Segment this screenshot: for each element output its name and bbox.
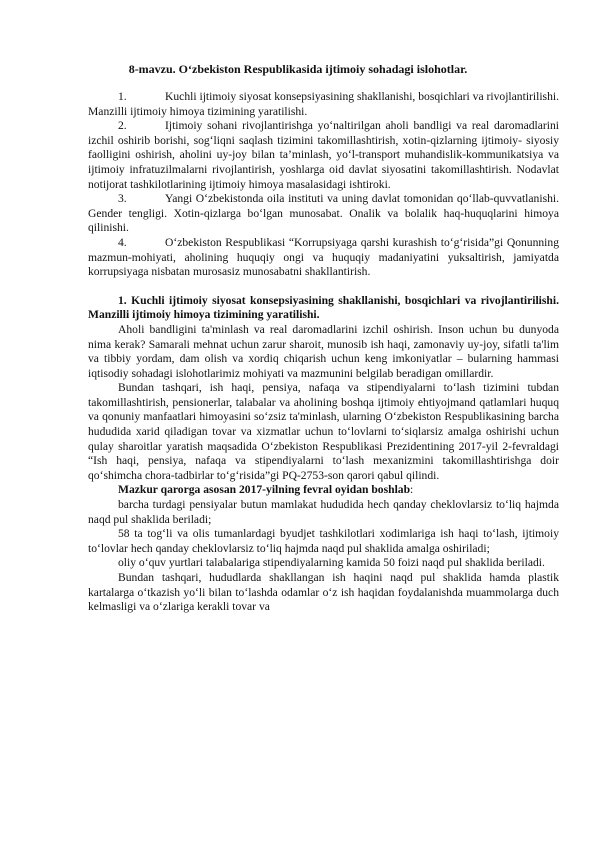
paragraph: [88, 483, 559, 498]
plan-item-number: 1.: [118, 90, 127, 103]
paragraph: oliy o‘quv yurtlari talabalariga stipendiyalarning kamida 50 foizi naqd pul shaklida beriladi.: [118, 556, 545, 570]
page-title: 8-mavzu. O‘zbekiston Respublikasida ijtimoiy sohadagi islohotlar.: [128, 62, 468, 76]
paragraph: 58 ta tog‘li va olis tumanlardagi byudjet tashkilotlari xodimlariga ish haqi to‘lash, ijtimoiy to‘lovlar hech qanday cheklovlarsiz to‘liq hajmda naqd pul shaklida amalga oshiriladi;: [88, 527, 559, 555]
plan-item: [88, 90, 559, 119]
plan-item-text: Kuchli ijtimoiy siyosat konsepsiyasining shakllanishi, bosqichlari va rivojlantirilishi. Manzilli ijtimoiy himoya tizimining yaratilishi.: [88, 90, 559, 118]
bold-lead-text: Mazkur qarorga asosan 2017-yilning fevral oyidan boshlab: [118, 483, 411, 497]
document-body: [88, 90, 559, 615]
spacer: [88, 280, 559, 294]
plan-item: [88, 192, 559, 236]
section-heading: 1. Kuchli ijtimoiy siyosat konsepsiyasining shakllanishi, bosqichlari va rivojlantirilishi. Manzilli ijtimoiy himoya tizimining yaratilishi.: [88, 293, 559, 322]
paragraph-colon: :: [410, 483, 414, 497]
plan-item-number: 2.: [118, 119, 127, 133]
plan-item: [88, 236, 559, 280]
plan-item: [88, 119, 559, 192]
plan-item-text: O‘zbekiston Respublikasi “Korrupsiyaga qarshi kurashish to‘g‘risida”gi Qonunning mazmun-mohiyati, aholining huquqiy ongi va huquqiy madaniyatini yuksaltirish, jamiyatda korrupsiyaga nisbatan murosasiz munosabatni shakllantirish.: [88, 235, 559, 279]
plan-item-number: 4.: [118, 235, 127, 249]
paragraph: barcha turdagi pensiyalar butun mamlakat hududida hech qanday cheklovlarsiz to‘liq hajmda naqd pul shaklida beriladi;: [88, 498, 559, 526]
paragraph: Aholi bandligini ta'minlash va real daromadlarini izchil oshirish. Inson uchun bu dunyoda nima kerak? Samarali mehnat uchun zarur sharoit, munosib ish haqi, zamonaviy uy-joy, sifatli ta'lim va tibbiy yordam, dam olish va xordiq chiqarish uchun keng imkoniyatlar – bularning hammasi iqtisodiy sohadagi islohotlarimiz mohiyati va mazmunini belgilab beradigan omillardir.: [88, 322, 559, 380]
plan-item-text: Ijtimoiy sohani rivojlantirishga yo‘naltirilgan aholi bandligi va real daromadlarini izchil oshirib borishi, sog‘liqni saqlash tizimini takomillashtirish, xotin-qizlarning ijtimoiy- siyosiy faolligini oshirish, aholini uy-joy bilan ta’minlash, yo‘l-transport muhandislik-kommunikatsiya va ijtimoiy infratuzilmalarni rivojlantirish, yoshlarga oid davlat siyosatini takomillashtirish. Nodavlat notijorat tashkilotlarining ijtimoiy himoya masalasidagi ishtiroki.: [88, 119, 559, 191]
plan-item-text: Yangi O‘zbekistonda oila instituti va uning davlat tomonidan qo‘llab-quvvatlanishi. Gender tengligi. Xotin-qizlarga bo‘lgan munosabat. Onalik va bolalik haq-huquqlarini himoya qilinishi.: [88, 192, 559, 235]
plan-item-number: 3.: [118, 192, 127, 206]
paragraph: Bundan tashqari, hududlarda shakllangan ish haqini naqd pul shaklida hamda plastik kartalarga o‘tkazish yo‘li bilan to‘lashda odamlar o‘z ish haqidan foydalanishda muammolarga duch kelmasligi va o‘zlariga kerakli tovar va: [88, 571, 559, 614]
paragraph: Bundan tashqari, ish haqi, pensiya, nafaqa va stipendiyalarni to‘lash tizimini tubdan takomillashtirish, pensionerlar, talabalar va aholining boshqa ijtimoiy ehtiyojmand qatlamlari huquq va qonuniy manfaatlari himoyasini so‘zsiz ta'minlash, ularning O‘zbekiston Respublikasining barcha hududida xarid qiladigan tovar va xizmatlar uchun to‘lovlarni to‘siqlarsiz amalga oshirishi uchun qulay sharoitlar yaratish maqsadida O‘zbekiston Respublikasi Prezidentining 2017-yil 2-fevraldagi “Ish haqi, pensiya, nafaqa va stipendiyalarni to‘lash mexanizmini takomillashtirishga doir qo‘shimcha chora-tadbirlar to‘g‘risida”gi PQ-2753-son qarori qabul qilindi.: [88, 381, 559, 482]
